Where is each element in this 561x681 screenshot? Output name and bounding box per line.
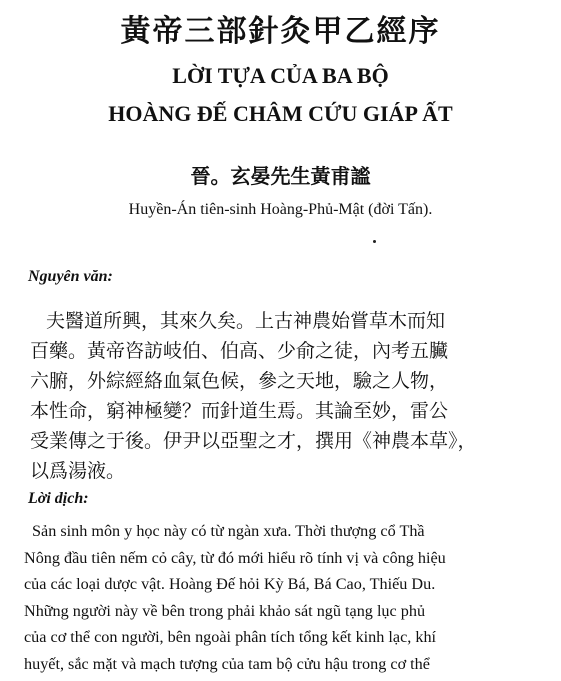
translation-line: huyết, sắc mặt và mạch tượng của tam bộ cửu hậu trong cơ thể: [24, 654, 430, 673]
original-line: 以爲湯液。: [30, 460, 126, 482]
translation-text-block: [24, 518, 559, 677]
decorative-dot: [373, 240, 376, 243]
translation-label: Lời dịch:: [28, 490, 89, 507]
chinese-title: 黃帝三部針灸甲乙經序: [120, 14, 441, 49]
original-text-block: [30, 306, 550, 486]
author-vietnamese: Huyền-Án tiên-sinh Hoàng-Phủ-Mật (đời Tấn).: [128, 201, 433, 218]
original-line: 受業傳之于後。伊尹以亞聖之才，撰用《神農本草》，: [30, 430, 477, 452]
translation-line: của cơ thể con người, bên ngoài phân tích tổng kết kinh lạc, khí: [24, 628, 437, 646]
translation-line: Sản sinh môn y học này có từ ngàn xưa. Thời thượng cổ Thầ: [32, 522, 425, 540]
vietnamese-title-line-1: LỜI TỰA CỦA BA BỘ: [172, 63, 389, 88]
original-line: 本性命，窮神極變？而針道生焉。其論至妙，雷公: [30, 400, 449, 422]
original-line: 夫醫道所興，其來久矣。上古神農始嘗草木而知: [46, 310, 446, 332]
original-text-label: Nguyên văn:: [28, 268, 113, 285]
translation-line: của các loại dược vật. Hoàng Đế hỏi Kỳ Bá, Bá Cao, Thiếu Du.: [24, 575, 436, 593]
vietnamese-title-line-2: HOÀNG ĐẾ CHÂM CỨU GIÁP ẤT: [108, 101, 453, 126]
original-line: 六腑，外綜經絡血氣色候，參之天地，驗之人物，: [30, 370, 449, 392]
original-line: 百藥。黃帝咨訪岐伯、伯高、少俞之徒，內考五臟: [30, 340, 449, 362]
translation-line: Những người này về bên trong phải khảo sát ngũ tạng lục phủ: [24, 601, 426, 620]
author-chinese: 晉。玄晏先生黃甫謐: [190, 164, 371, 188]
translation-line: Nông đầu tiên nếm cỏ cây, từ đó mới hiểu rõ tính vị và công hiệu: [24, 548, 446, 567]
